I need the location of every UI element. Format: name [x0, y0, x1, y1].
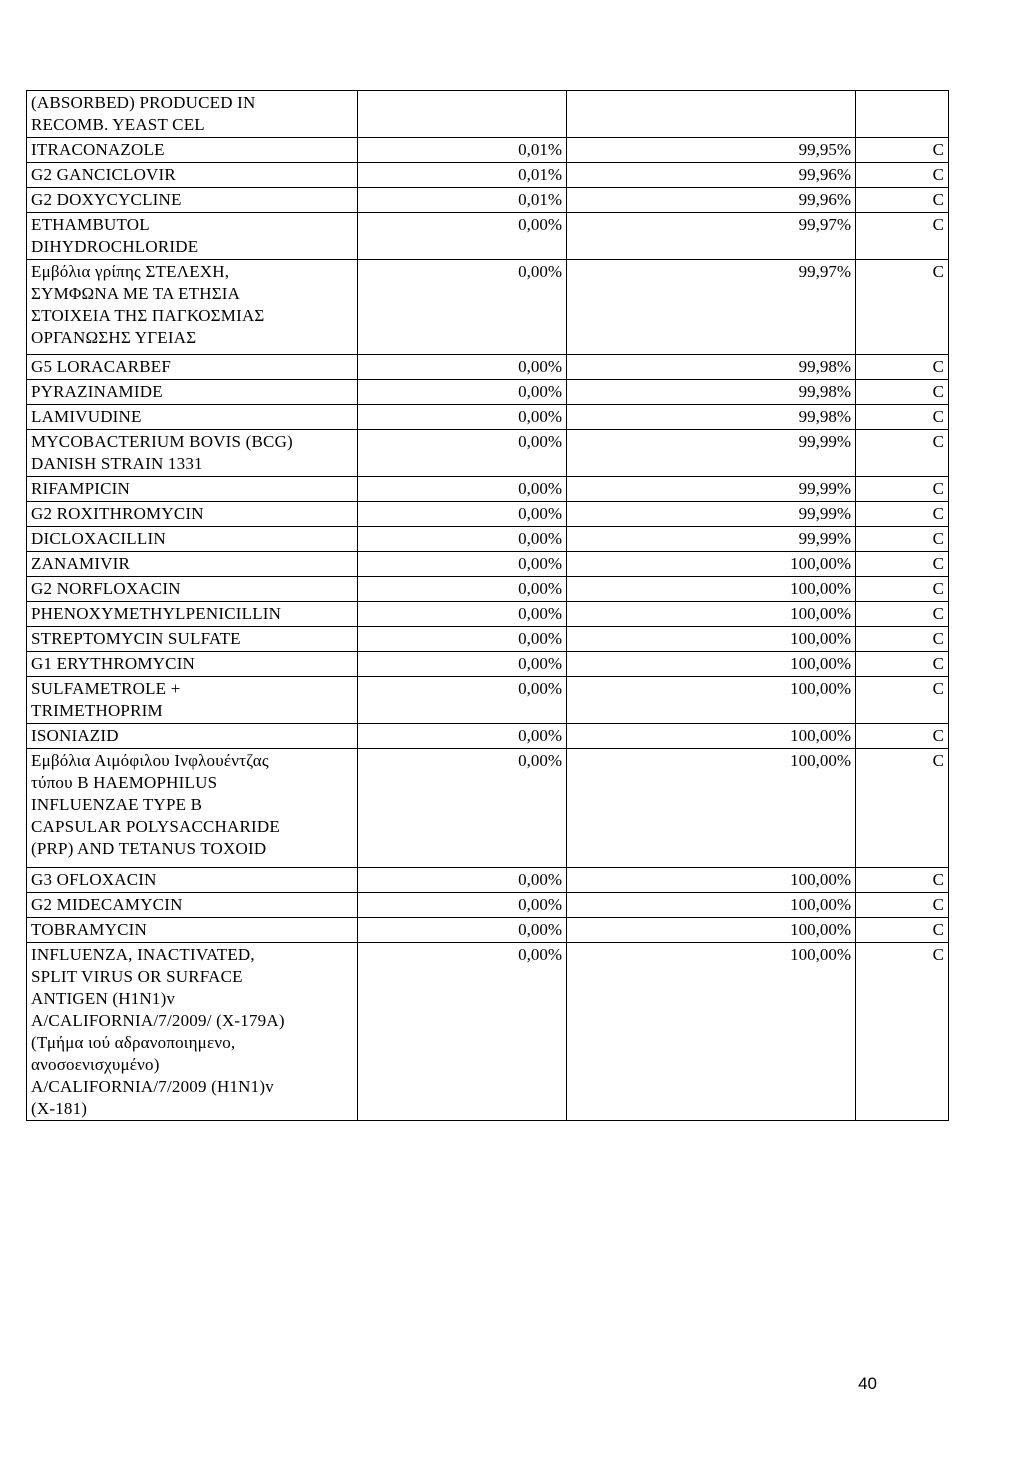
class-cell: C	[856, 477, 949, 502]
class-cell: C	[856, 893, 949, 918]
drug-name-cell	[27, 677, 358, 724]
drug-name-cell	[27, 188, 358, 213]
class-cell: C	[856, 188, 949, 213]
drug-name-cell	[27, 749, 358, 868]
table-row	[27, 502, 949, 527]
drug-name-cell	[27, 943, 358, 1121]
cumulative-percent-cell: 99,95%	[567, 138, 856, 163]
drug-name: G2 GANCICLOVIR	[31, 165, 176, 184]
class-cell: C	[856, 527, 949, 552]
class-cell: C	[856, 138, 949, 163]
table-row	[27, 627, 949, 652]
class-cell: C	[856, 652, 949, 677]
percent-cell: 0,00%	[358, 355, 567, 380]
percent-cell: 0,00%	[358, 893, 567, 918]
class-cell: C	[856, 260, 949, 355]
table-row	[27, 602, 949, 627]
class-cell: C	[856, 502, 949, 527]
drug-name: PHENOXYMETHYLPENICILLIN	[31, 604, 282, 623]
drug-name: SULFAMETROLE + TRIMETHOPRIM	[31, 679, 181, 720]
table-row	[27, 918, 949, 943]
page-number: 40	[858, 1374, 877, 1393]
drug-name: RIFAMPICIN	[31, 479, 130, 498]
drug-name-cell	[27, 163, 358, 188]
cumulative-percent-cell: 99,98%	[567, 405, 856, 430]
class-cell	[856, 91, 949, 138]
cumulative-percent-cell: 99,99%	[567, 502, 856, 527]
percent-cell: 0,00%	[358, 213, 567, 260]
percent-cell: 0,00%	[358, 502, 567, 527]
cumulative-percent-cell: 100,00%	[567, 943, 856, 1121]
percent-cell: 0,00%	[358, 602, 567, 627]
drug-name: G2 NORFLOXACIN	[31, 579, 181, 598]
cumulative-percent-cell: 99,97%	[567, 213, 856, 260]
drug-name: G1 ERYTHROMYCIN	[31, 654, 196, 673]
percent-cell: 0,00%	[358, 652, 567, 677]
drug-name: G5 LORACARBEF	[31, 357, 172, 376]
drug-name: ISONIAZID	[31, 726, 119, 745]
table-row	[27, 405, 949, 430]
drug-name: G2 DOXYCYCLINE	[31, 190, 182, 209]
drug-name: Εμβόλια γρίπης ΣΤΕΛΕΧΗ, ΣΥΜΦΩΝΑ ΜΕ ΤΑ ΕΤΗΣΙΑ ΣΤΟΙΧΕΙΑ ΤΗΣ ΠΑΓΚΟΣΜΙΑΣ ΟΡΓΑΝΩΣΗΣ ΥΓΕΙΑΣ	[31, 262, 265, 347]
drug-name-cell	[27, 552, 358, 577]
drug-name-cell	[27, 430, 358, 477]
drug-name: G2 ROXITHROMYCIN	[31, 504, 204, 523]
drug-name-cell	[27, 602, 358, 627]
cumulative-percent-cell	[567, 91, 856, 138]
drug-name-cell	[27, 893, 358, 918]
class-cell: C	[856, 602, 949, 627]
table-row	[27, 188, 949, 213]
cumulative-percent-cell: 100,00%	[567, 724, 856, 749]
table-row	[27, 677, 949, 724]
percent-cell: 0,00%	[358, 380, 567, 405]
class-cell: C	[856, 868, 949, 893]
drug-name-cell	[27, 577, 358, 602]
drug-name: ZANAMIVIR	[31, 554, 131, 573]
table-body	[27, 91, 949, 1121]
table-row	[27, 552, 949, 577]
table-row	[27, 577, 949, 602]
percent-cell: 0,00%	[358, 430, 567, 477]
table-row	[27, 943, 949, 1121]
cumulative-percent-cell: 99,99%	[567, 430, 856, 477]
cumulative-percent-cell: 100,00%	[567, 918, 856, 943]
cumulative-percent-cell: 100,00%	[567, 552, 856, 577]
table-row	[27, 380, 949, 405]
drug-name: G3 OFLOXACIN	[31, 870, 157, 889]
drug-name: ETHAMBUTOL DIHYDROCHLORIDE	[31, 215, 199, 256]
class-cell: C	[856, 430, 949, 477]
class-cell: C	[856, 627, 949, 652]
drug-name: DICLOXACILLIN	[31, 529, 166, 548]
table-row	[27, 260, 949, 355]
table-row	[27, 355, 949, 380]
percent-cell: 0,00%	[358, 627, 567, 652]
cumulative-percent-cell: 99,99%	[567, 477, 856, 502]
drug-name-cell	[27, 918, 358, 943]
class-cell: C	[856, 213, 949, 260]
cumulative-percent-cell: 100,00%	[567, 893, 856, 918]
table-row	[27, 213, 949, 260]
drug-name: LAMIVUDINE	[31, 407, 142, 426]
drug-name: Εμβόλια Αιμόφιλου Ινφλουέντζας τύπου Β HAEMOPHILUS INFLUENZAE TYPE B CAPSULAR POLYSACCHARIDE (PRP) AND TETANUS TOXOID	[31, 751, 280, 858]
drug-name: (ABSORBED) PRODUCED IN RECOMB. YEAST CEL	[31, 93, 256, 134]
cumulative-percent-cell: 99,99%	[567, 527, 856, 552]
percent-cell	[358, 91, 567, 138]
cumulative-percent-cell: 99,98%	[567, 380, 856, 405]
table-row	[27, 749, 949, 868]
drug-name-cell	[27, 527, 358, 552]
table-row	[27, 91, 949, 138]
table-row	[27, 868, 949, 893]
drug-name: INFLUENZA, INACTIVATED, SPLIT VIRUS OR SURFACE ANTIGEN (H1N1)v A/CALIFORNIA/7/2009/ (X-179A) (Τμήμα ιού αδρανοποιημενο, ανοσοενισχυμένο) A/CALIFORNIA/7/2009 (H1N1)v (X-181)	[31, 945, 285, 1118]
table-row	[27, 893, 949, 918]
percent-cell: 0,00%	[358, 724, 567, 749]
percent-cell: 0,00%	[358, 677, 567, 724]
percent-cell: 0,00%	[358, 868, 567, 893]
percent-cell: 0,00%	[358, 527, 567, 552]
drug-name: STREPTOMYCIN SULFATE	[31, 629, 241, 648]
cumulative-percent-cell: 100,00%	[567, 602, 856, 627]
class-cell: C	[856, 405, 949, 430]
drug-name-cell	[27, 868, 358, 893]
class-cell: C	[856, 577, 949, 602]
cumulative-percent-cell: 100,00%	[567, 627, 856, 652]
percent-cell: 0,00%	[358, 749, 567, 868]
drug-name-cell	[27, 405, 358, 430]
drug-name-cell	[27, 477, 358, 502]
cumulative-percent-cell: 100,00%	[567, 749, 856, 868]
drug-name: MYCOBACTERIUM BOVIS (BCG) DANISH STRAIN 1331	[31, 432, 293, 473]
percent-cell: 0,01%	[358, 138, 567, 163]
drug-name-cell	[27, 91, 358, 138]
percent-cell: 0,00%	[358, 477, 567, 502]
class-cell: C	[856, 163, 949, 188]
drug-name: TOBRAMYCIN	[31, 920, 147, 939]
percent-cell: 0,01%	[358, 163, 567, 188]
drug-name-cell	[27, 213, 358, 260]
drug-name-cell	[27, 138, 358, 163]
percent-cell: 0,00%	[358, 260, 567, 355]
drug-name-cell	[27, 627, 358, 652]
percent-cell: 0,00%	[358, 918, 567, 943]
drug-name-cell	[27, 380, 358, 405]
class-cell: C	[856, 355, 949, 380]
drug-name-cell	[27, 260, 358, 355]
drug-name-cell	[27, 724, 358, 749]
drug-name: ITRACONAZOLE	[31, 140, 165, 159]
class-cell: C	[856, 552, 949, 577]
drug-name-cell	[27, 355, 358, 380]
drug-name-cell	[27, 502, 358, 527]
class-cell: C	[856, 724, 949, 749]
cumulative-percent-cell: 100,00%	[567, 652, 856, 677]
drug-name-cell	[27, 652, 358, 677]
cumulative-percent-cell: 100,00%	[567, 577, 856, 602]
table-row	[27, 430, 949, 477]
percent-cell: 0,00%	[358, 405, 567, 430]
cumulative-percent-cell: 99,98%	[567, 355, 856, 380]
percent-cell: 0,00%	[358, 552, 567, 577]
cumulative-percent-cell: 99,97%	[567, 260, 856, 355]
percent-cell: 0,00%	[358, 577, 567, 602]
table-row	[27, 652, 949, 677]
cumulative-percent-cell: 99,96%	[567, 188, 856, 213]
class-cell: C	[856, 380, 949, 405]
percent-cell: 0,01%	[358, 188, 567, 213]
table-row	[27, 138, 949, 163]
table-row	[27, 163, 949, 188]
percent-cell: 0,00%	[358, 943, 567, 1121]
class-cell: C	[856, 943, 949, 1121]
table-row	[27, 527, 949, 552]
class-cell: C	[856, 677, 949, 724]
class-cell: C	[856, 749, 949, 868]
class-cell: C	[856, 918, 949, 943]
drug-name: G2 MIDECAMYCIN	[31, 895, 183, 914]
cumulative-percent-cell: 100,00%	[567, 677, 856, 724]
cumulative-percent-cell: 100,00%	[567, 868, 856, 893]
table-row	[27, 724, 949, 749]
drug-name: PYRAZINAMIDE	[31, 382, 163, 401]
table-row	[27, 477, 949, 502]
drug-consumption-table	[26, 90, 949, 1121]
cumulative-percent-cell: 99,96%	[567, 163, 856, 188]
